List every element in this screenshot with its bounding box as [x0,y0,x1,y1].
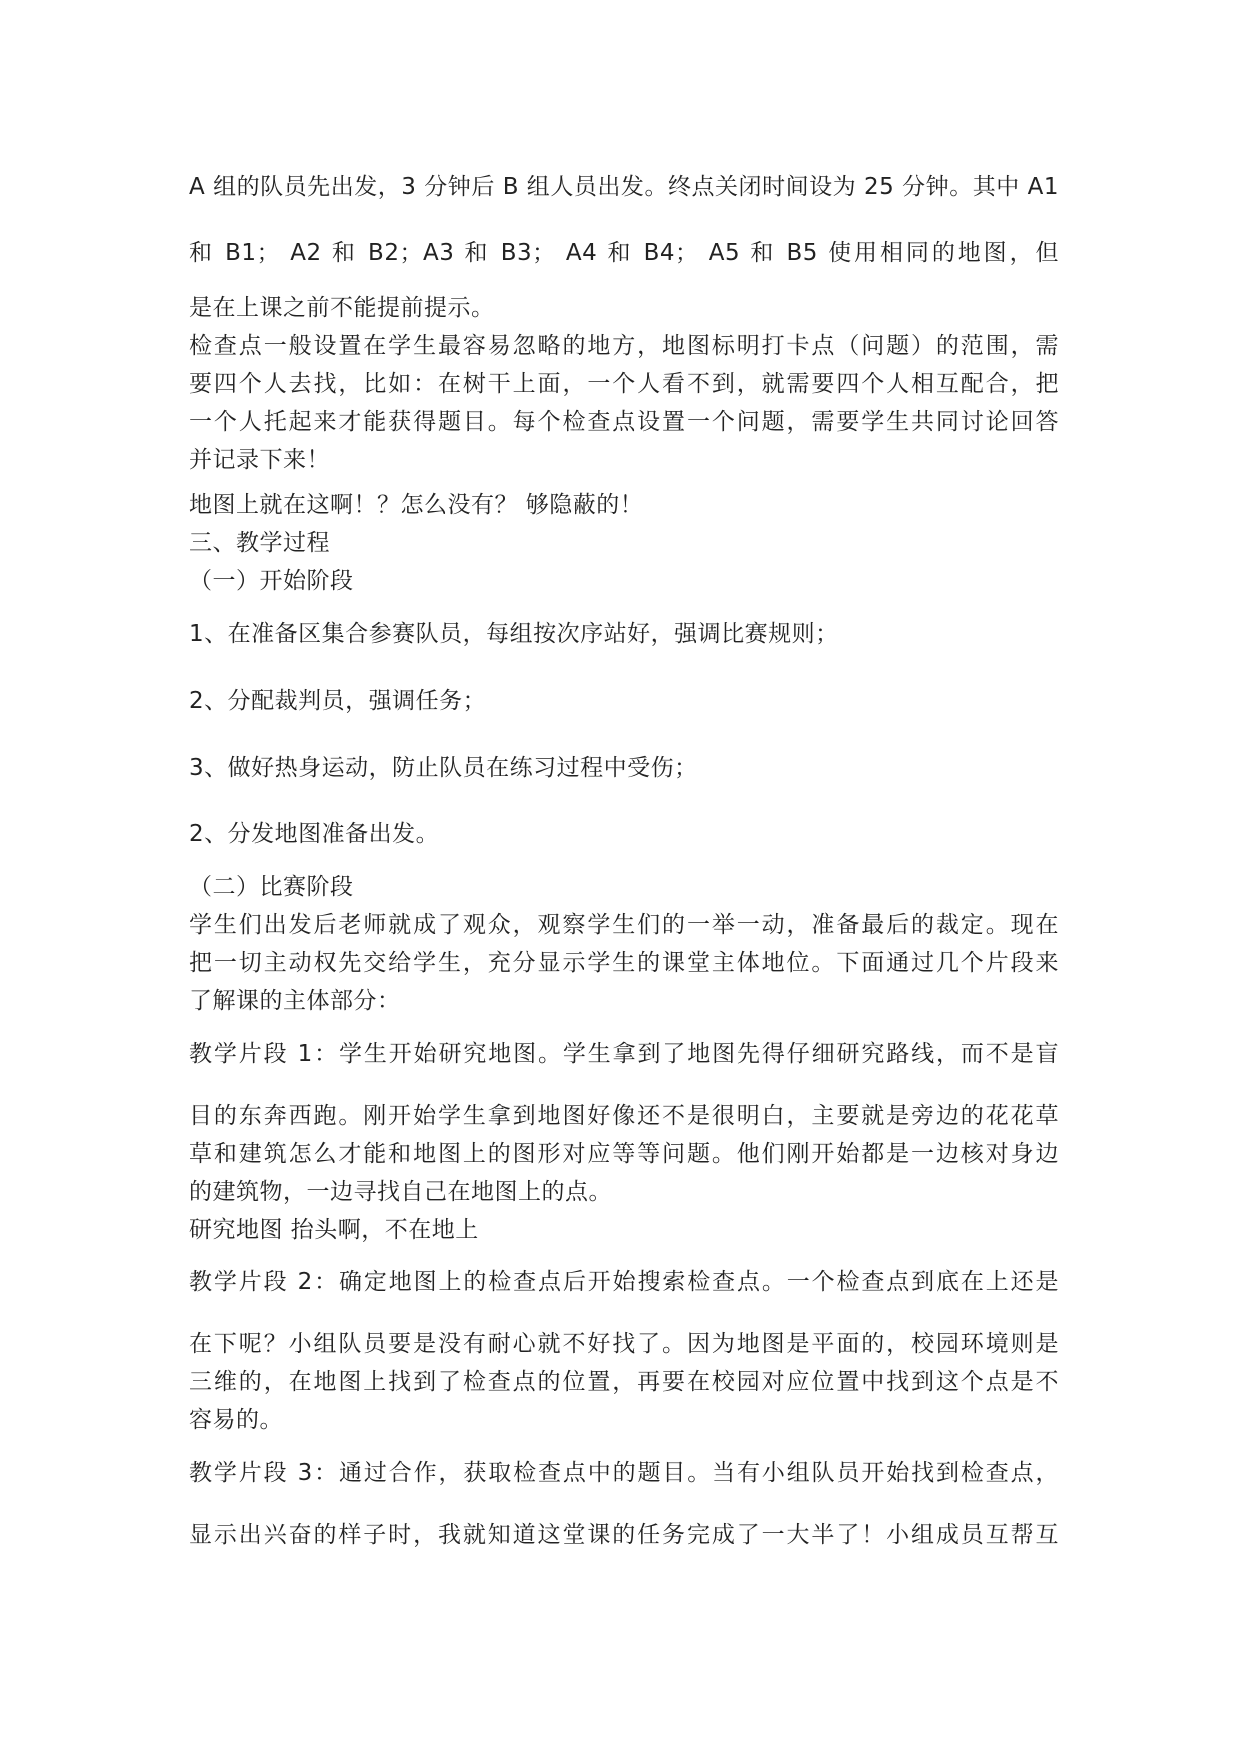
subsection-heading: （二）比赛阶段 [189,874,354,900]
text-line: 要四个人去找，比如：在树干上面，一个人看不到，就需要四个人相互配合，把 [189,371,1059,397]
text-line: 显示出兴奋的样子时，我就知道这堂课的任务完成了一大半了！小组成员互帮互 [189,1522,1059,1548]
text-line: 和 B1； A2 和 B2；A3 和 B3； A4 和 B4； A5 和 B5 使用相同的地图，但 [189,240,1059,266]
text-line: 教学片段 3：通过合作，获取检查点中的题目。当有小组队员开始找到检查点， [189,1460,1059,1486]
text-line: A 组的队员先出发，3 分钟后 B 组人员出发。终点关闭时间设为 25 分钟。其中 A1 [189,174,1059,200]
image-caption: 研究地图 抬头啊，不在地上 [189,1217,479,1243]
subsection-heading: （一）开始阶段 [189,568,354,594]
text-line: 容易的。 [189,1407,283,1433]
text-line: 把一切主动权先交给学生，充分显示学生的课堂主体地位。下面通过几个片段来 [189,950,1059,976]
text-line: 教学片段 1：学生开始研究地图。学生拿到了地图先得仔细研究路线，而不是盲 [189,1041,1059,1067]
text-line: 检查点一般设置在学生最容易忽略的地方，地图标明打卡点（问题）的范围，需 [189,333,1059,359]
text-line: 三维的，在地图上找到了检查点的位置，再要在校园对应位置中找到这个点是不 [189,1369,1059,1395]
text-line: 教学片段 2：确定地图上的检查点后开始搜索检查点。一个检查点到底在上还是 [189,1269,1059,1295]
text-line: 在下呢？小组队员要是没有耐心就不好找了。因为地图是平面的，校园环境则是 [189,1331,1059,1357]
text-line: 是在上课之前不能提前提示。 [189,295,495,321]
text-line: 并记录下来！ [189,447,330,473]
list-item: 2、分配裁判员，强调任务； [189,688,487,714]
text-line: 学生们出发后老师就成了观众，观察学生们的一举一动，准备最后的裁定。现在 [189,912,1059,938]
list-item: 2、分发地图准备出发。 [189,821,440,847]
text-line: 目的东奔西跑。刚开始学生拿到地图好像还不是很明白，主要就是旁边的花花草 [189,1103,1059,1129]
text-line: 地图上就在这啊！？怎么没有？ 够隐蔽的！ [189,492,644,518]
text-line: 的建筑物，一边寻找自己在地图上的点。 [189,1179,612,1205]
text-line: 一个人托起来才能获得题目。每个检查点设置一个问题，需要学生共同讨论回答 [189,409,1059,435]
text-line: 了解课的主体部分： [189,988,401,1014]
text-line: 草和建筑怎么才能和地图上的图形对应等等问题。他们刚开始都是一边核对身边 [189,1141,1059,1167]
list-item: 3、做好热身运动，防止队员在练习过程中受伤； [189,755,698,781]
list-item: 1、在准备区集合参赛队员，每组按次序站好，强调比赛规则； [189,621,839,647]
section-heading: 三、教学过程 [189,530,330,556]
